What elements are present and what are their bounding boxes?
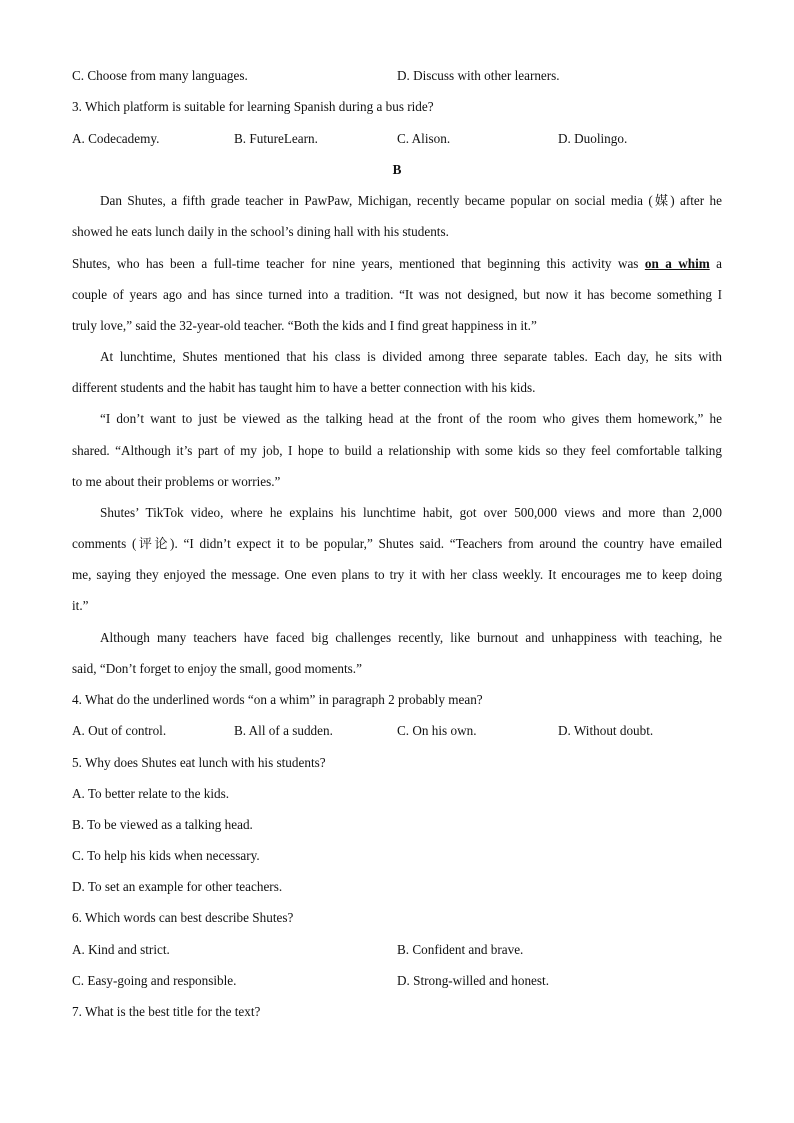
passage-p2-line2: couple of years ago and has since turned into a tradition. “It was not designed, but now it has become something I bbox=[72, 287, 722, 302]
passage-p6-line1: Although many teachers have faced big challenges recently, like burnout and unhappiness with teaching, he bbox=[100, 630, 722, 645]
passage-p5-line2: comments (评论). “I didn’t expect it to be popular,” Shutes said. “Teachers from around the country have emailed bbox=[72, 536, 722, 551]
q6-option-c: C. Easy-going and responsible. bbox=[72, 973, 237, 988]
q3-option-b: B. FutureLearn. bbox=[234, 131, 318, 146]
q5-option-c: C. To help his kids when necessary. bbox=[72, 848, 260, 863]
passage-p4-line3: to me about their problems or worries.” bbox=[72, 474, 281, 489]
q3-option-d: D. Duolingo. bbox=[558, 131, 628, 146]
q7-question: 7. What is the best title for the text? bbox=[72, 1004, 261, 1019]
passage-p5-line4: it.” bbox=[72, 598, 89, 613]
passage-p5-line1: Shutes’ TikTok video, where he explains his lunchtime habit, got over 500,000 views and more than 2,000 bbox=[100, 505, 722, 520]
passage-p4-line2: shared. “Although it’s part of my job, I hope to build a relationship with some kids so they feel comfortable talking bbox=[72, 443, 722, 458]
q2-option-c: C. Choose from many languages. bbox=[72, 68, 248, 83]
passage-p2-line1 bbox=[72, 255, 722, 273]
passage-p2-text-pre: Shutes, who has been a full-time teacher for nine years, mentioned that beginning this activity was bbox=[72, 256, 645, 271]
q6-option-d: D. Strong-willed and honest. bbox=[397, 973, 550, 988]
passage-p4-line1: “I don’t want to just be viewed as the talking head at the front of the room who gives them homework,” he bbox=[100, 411, 722, 426]
passage-p2-text-post: a bbox=[709, 256, 722, 271]
passage-p6-line2: said, “Don’t forget to enjoy the small, good moments.” bbox=[72, 661, 362, 676]
q3-question: 3. Which platform is suitable for learning Spanish during a bus ride? bbox=[72, 99, 434, 114]
q3-option-c: C. Alison. bbox=[397, 131, 451, 146]
passage-p1-line2: showed he eats lunch daily in the school’s dining hall with his students. bbox=[72, 224, 449, 239]
q3-option-a: A. Codecademy. bbox=[72, 131, 160, 146]
passage-p3-line1: At lunchtime, Shutes mentioned that his class is divided among three separate tables. Each day, he sits with bbox=[100, 349, 722, 364]
passage-p1-line1: Dan Shutes, a fifth grade teacher in PawPaw, Michigan, recently became popular on social media (媒) after he bbox=[100, 193, 722, 208]
q4-question: 4. What do the underlined words “on a whim” in paragraph 2 probably mean? bbox=[72, 692, 483, 707]
q5-option-a: A. To better relate to the kids. bbox=[72, 786, 230, 801]
q4-option-c: C. On his own. bbox=[397, 723, 477, 738]
q5-option-d: D. To set an example for other teachers. bbox=[72, 879, 283, 894]
q6-option-a: A. Kind and strict. bbox=[72, 942, 170, 957]
q4-option-a: A. Out of control. bbox=[72, 723, 167, 738]
q4-option-b: B. All of a sudden. bbox=[234, 723, 333, 738]
q5-question: 5. Why does Shutes eat lunch with his students? bbox=[72, 755, 326, 770]
passage-p2-line3: truly love,” said the 32-year-old teacher. “Both the kids and I find great happiness in it.” bbox=[72, 318, 537, 333]
underlined-phrase: on a whim bbox=[644, 256, 710, 271]
q6-question: 6. Which words can best describe Shutes? bbox=[72, 910, 294, 925]
section-label: B bbox=[392, 162, 402, 177]
passage-p3-line2: different students and the habit has taught him to have a better connection with his kids. bbox=[72, 380, 536, 395]
passage-p5-line3: me, saying they enjoyed the message. One even plans to try it with her class weekly. It encourages me to keep doing bbox=[72, 567, 722, 582]
q6-option-b: B. Confident and brave. bbox=[397, 942, 524, 957]
q2-option-d: D. Discuss with other learners. bbox=[397, 68, 560, 83]
q5-option-b: B. To be viewed as a talking head. bbox=[72, 817, 253, 832]
q4-option-d: D. Without doubt. bbox=[558, 723, 654, 738]
